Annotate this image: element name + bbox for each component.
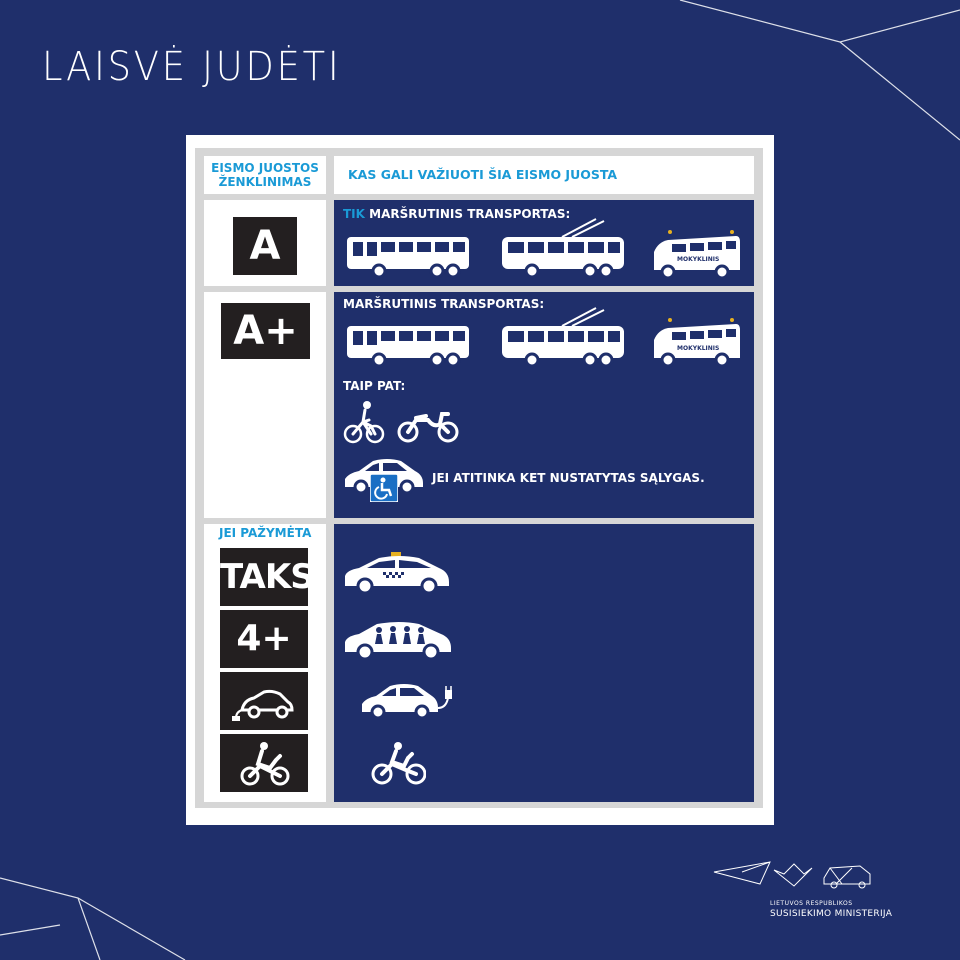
wheelchair-icon xyxy=(370,474,398,502)
also-label: TAIP PAT: xyxy=(343,379,406,393)
bus-icon xyxy=(345,233,471,279)
carpool-car-icon xyxy=(343,620,453,660)
sign-taksi: TAKSI xyxy=(220,548,308,606)
minibus-label-a: MOKYKLINIS xyxy=(677,256,720,263)
sign-4plus: 4+ xyxy=(220,610,308,668)
sign-electric-car xyxy=(220,672,308,730)
bus-icon xyxy=(345,322,471,368)
school-minibus-icon xyxy=(650,230,742,280)
page-title: LAISVĖ JUDĖTI xyxy=(42,44,342,90)
row-aplus-heading: MARŠRUTINIS TRANSPORTAS: xyxy=(343,297,545,311)
moped-sign-icon xyxy=(220,734,308,792)
school-minibus-icon xyxy=(650,318,742,368)
header-who-can-drive: KAS GALI VAŽIUOTI ŠIA EISMO JUOSTA xyxy=(334,156,754,194)
sign-aplus: A+ xyxy=(221,303,310,359)
header-lane-marking: EISMO JUOSTOS ŽENKLINIMAS xyxy=(204,156,326,194)
row-a-heading: TIK MARŠRUTINIS TRANSPORTAS: xyxy=(343,207,571,221)
electric-car-sign-icon xyxy=(220,672,308,730)
moped-icon xyxy=(396,408,460,444)
sign-moped xyxy=(220,734,308,792)
minibus-label-aplus: MOKYKLINIS xyxy=(677,345,720,352)
trolleybus-icon xyxy=(500,304,626,368)
ministry-logo-icon xyxy=(712,858,878,892)
logo-line2: SUSISIEKIMO MINISTERIJA xyxy=(770,909,893,919)
bicycle-icon xyxy=(343,400,385,444)
electric-car-icon xyxy=(360,680,460,720)
moped-icon xyxy=(370,740,426,786)
trolleybus-icon xyxy=(500,215,626,279)
if-marked-label: JEI PAŽYMĖTA xyxy=(219,526,312,540)
condition-text: JEI ATITINKA KET NUSTATYTAS SĄLYGAS. xyxy=(432,471,705,485)
logo-line1: LIETUVOS RESPUBLIKOS xyxy=(770,900,853,907)
sign-a: A xyxy=(233,217,297,275)
taxi-icon xyxy=(343,552,451,594)
